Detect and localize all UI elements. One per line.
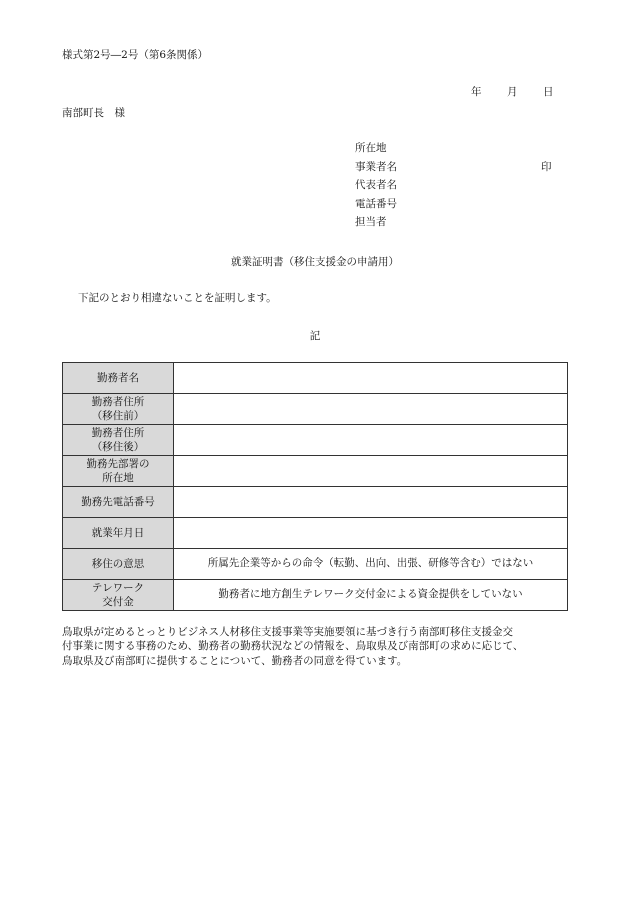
- year-label: 年: [471, 86, 482, 98]
- note-line: 鳥取県が定めるとっとりビジネス人材移住支援事業等実施要領に基づき行う南部町移住支援金交: [62, 626, 513, 638]
- row-label-line: 就業年月日: [91, 526, 145, 539]
- table-row: [63, 518, 568, 549]
- row-value-field[interactable]: [174, 425, 568, 456]
- table-row: [63, 549, 568, 580]
- row-label: [63, 363, 174, 394]
- row-label: [63, 518, 174, 549]
- row-label-line: 勤務先電話番号: [81, 495, 155, 508]
- consent-note: [62, 625, 572, 668]
- month-label: 月: [507, 86, 518, 98]
- applicant-address-label: 所在地: [355, 142, 387, 154]
- applicant-block: [355, 142, 555, 235]
- applicant-business-label: 事業者名: [355, 160, 397, 173]
- document-title: 就業証明書（移住支援金の申請用）: [231, 256, 399, 268]
- date-line: [471, 86, 554, 100]
- row-label-line: 勤務先部署の: [86, 457, 150, 470]
- row-value-field[interactable]: [174, 363, 568, 394]
- row-value-field[interactable]: [174, 487, 568, 518]
- certification-statement: 下記のとおり相違ないことを証明します。: [78, 292, 277, 304]
- row-value-field[interactable]: [174, 518, 568, 549]
- row-label-line: 移住の意思: [91, 557, 145, 570]
- table-row: [63, 580, 568, 611]
- table-row: [63, 394, 568, 425]
- note-line: 付事業に関する事務のため、勤務者の勤務状況などの情報を、鳥取県及び南部町の求めに応じて、: [62, 640, 524, 653]
- row-value-field[interactable]: [174, 456, 568, 487]
- applicant-contact-label: 担当者: [355, 216, 387, 228]
- row-label-line: 交付金: [102, 596, 134, 608]
- ki-heading: 記: [309, 330, 321, 342]
- applicant-business-row: [355, 161, 555, 180]
- row-label: [63, 580, 174, 611]
- row-label-line: （移住後）: [91, 441, 145, 453]
- row-value-field[interactable]: [174, 394, 568, 425]
- row-value-field[interactable]: 所属先企業等からの命令（転勤、出向、出張、研修等含む）ではない: [174, 549, 568, 580]
- row-label: [63, 456, 174, 487]
- table-row: [63, 456, 568, 487]
- row-label-line: 勤務者名: [97, 371, 139, 384]
- employment-info-table: [62, 362, 568, 611]
- row-label-line: 勤務者住所: [91, 395, 145, 408]
- row-label: [63, 487, 174, 518]
- row-label: [63, 549, 174, 580]
- note-line: 鳥取県及び南部町に提供することについて、勤務者の同意を得ています。: [62, 654, 408, 667]
- row-label: [63, 394, 174, 425]
- row-label-line: 所在地: [102, 472, 134, 484]
- table-row: [63, 487, 568, 518]
- row-label-line: （移住前）: [91, 410, 145, 422]
- table-row: [63, 363, 568, 394]
- applicant-representative-label: 代表者名: [355, 179, 397, 191]
- row-label-line: 勤務者住所: [91, 426, 145, 439]
- form-number: 様式第2号―2号（第6条関係）: [62, 49, 209, 61]
- addressee: 南部町長 様: [62, 107, 125, 119]
- row-label-line: テレワーク: [91, 581, 145, 594]
- table-row: [63, 425, 568, 456]
- seal-mark: 印: [541, 160, 552, 173]
- day-label: 日: [543, 86, 554, 98]
- row-value-field[interactable]: 勤務者に地方創生テレワーク交付金による資金提供をしていない: [174, 580, 568, 611]
- applicant-phone-label: 電話番号: [355, 197, 397, 210]
- row-label: [63, 425, 174, 456]
